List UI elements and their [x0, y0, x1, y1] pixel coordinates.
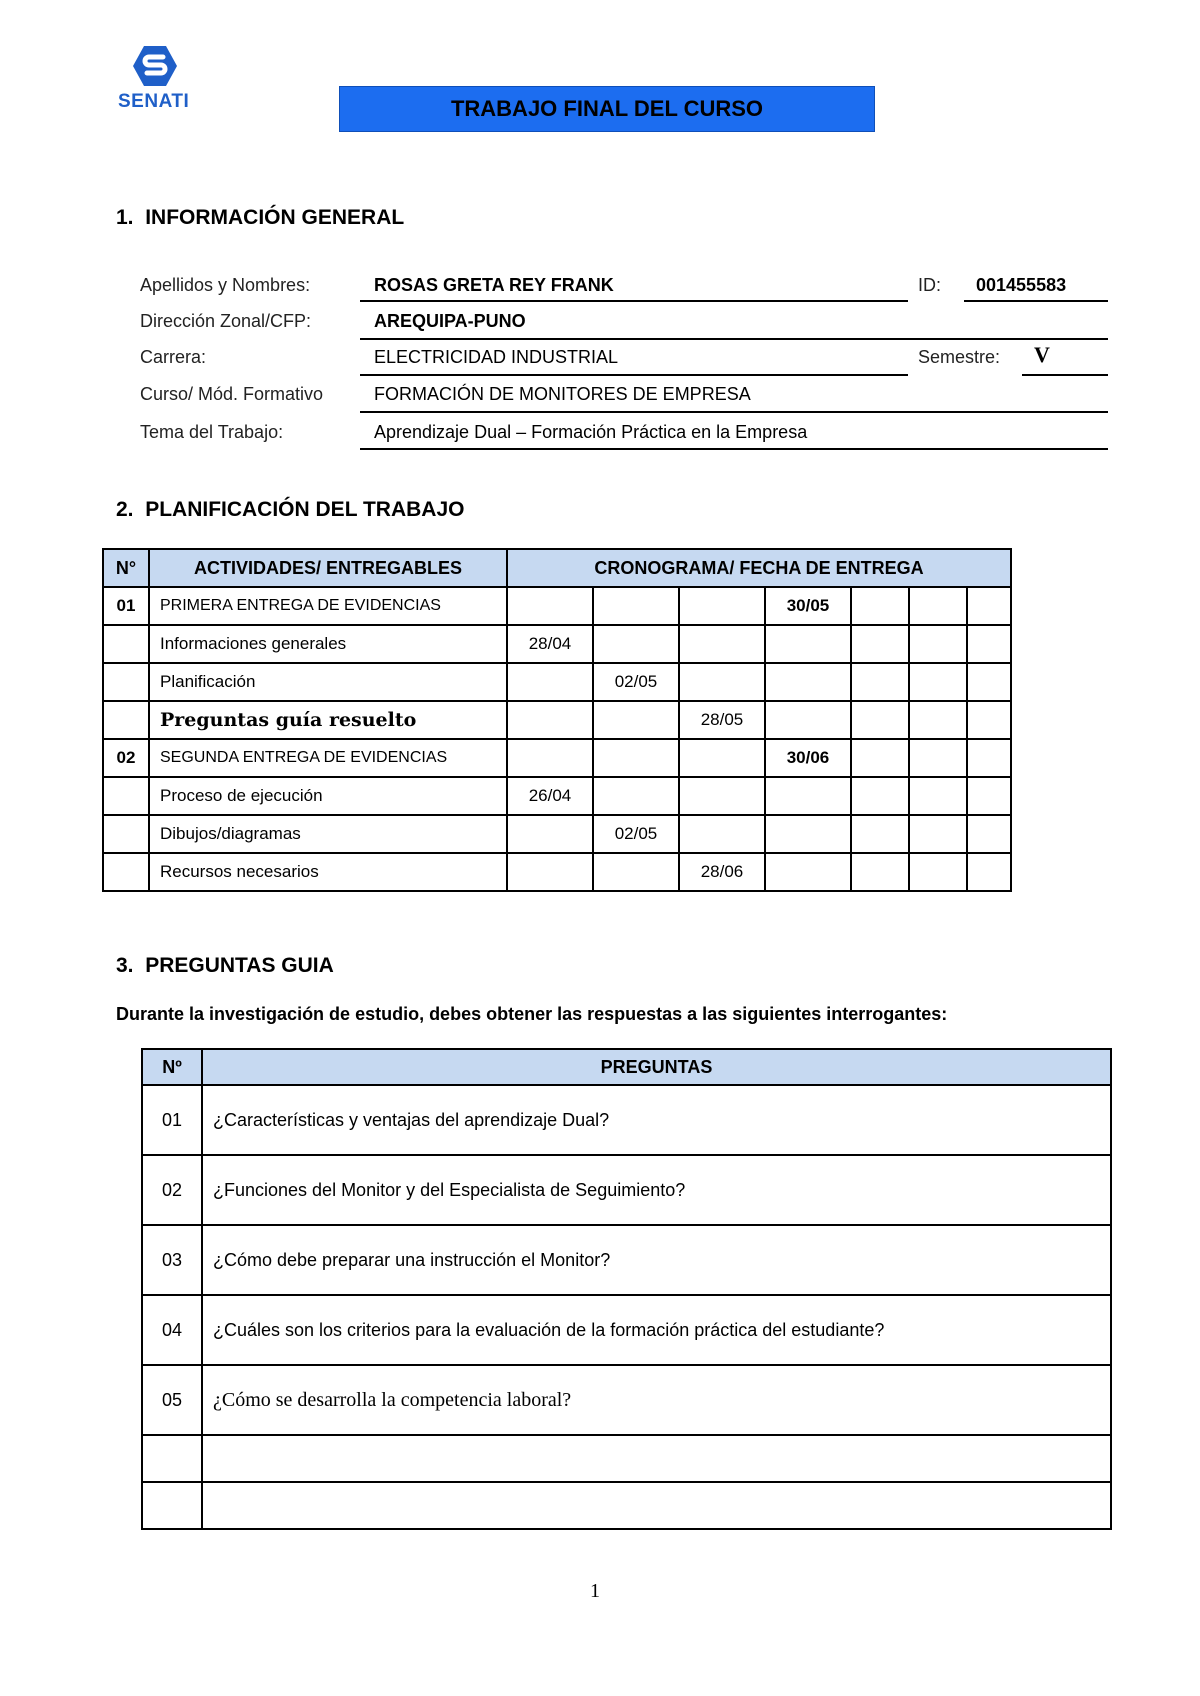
section-1-number: 1.: [116, 206, 134, 229]
planning-row: [103, 853, 1011, 891]
planning-row: [103, 587, 1011, 625]
row-date-3: 28/05: [679, 701, 765, 739]
question-text: ¿Cómo debe preparar una instrucción el Monitor?: [202, 1225, 1111, 1295]
row-empty-cell: [967, 701, 1011, 739]
row-date-1: [507, 587, 593, 625]
row-num: 01: [103, 587, 149, 625]
row-empty-cell: [851, 815, 909, 853]
row-date-2: [593, 777, 679, 815]
row-empty-cell: [909, 663, 967, 701]
empty-cell: [142, 1435, 202, 1482]
row-date-2: 02/05: [593, 663, 679, 701]
question-row-empty: [142, 1482, 1111, 1529]
row-empty-cell: [967, 853, 1011, 891]
row-num: [103, 815, 149, 853]
row-empty-cell: [967, 777, 1011, 815]
planning-header-activities: ACTIVIDADES/ ENTREGABLES: [149, 549, 507, 587]
curso-label: Curso/ Mód. Formativo: [140, 384, 324, 404]
id-label: ID:: [918, 275, 942, 295]
tema-label: Tema del Trabajo:: [140, 422, 284, 442]
document-title: TRABAJO FINAL DEL CURSO: [450, 96, 764, 121]
senati-logo: [118, 45, 218, 113]
row-date-3: [679, 625, 765, 663]
row-date-4: 30/05: [765, 587, 851, 625]
row-empty-cell: [909, 625, 967, 663]
row-date-4: [765, 853, 851, 891]
carrera-value: ELECTRICIDAD INDUSTRIAL: [374, 347, 619, 367]
id-value: 001455583: [976, 275, 1067, 295]
row-date-3: [679, 815, 765, 853]
logo-text: SENATI: [118, 91, 190, 112]
section-3-number: 3.: [116, 954, 134, 977]
row-date-3: [679, 739, 765, 777]
row-date-1: [507, 701, 593, 739]
question-num: 04: [142, 1295, 202, 1365]
planning-table: [102, 548, 1012, 892]
row-empty-cell: [909, 587, 967, 625]
nombres-label: Apellidos y Nombres:: [140, 275, 311, 295]
section-3-heading: [116, 954, 334, 978]
row-empty-cell: [967, 625, 1011, 663]
planning-row: [103, 815, 1011, 853]
row-date-3: [679, 777, 765, 815]
row-activity: SEGUNDA ENTREGA DE EVIDENCIAS: [149, 739, 507, 777]
question-row: [142, 1155, 1111, 1225]
row-empty-cell: [967, 815, 1011, 853]
row-empty-cell: [967, 587, 1011, 625]
row-date-1: 26/04: [507, 777, 593, 815]
row-date-1: 28/04: [507, 625, 593, 663]
section-1-title: INFORMACIÓN GENERAL: [145, 206, 405, 229]
section-2-title: PLANIFICACIÓN DEL TRABAJO: [145, 498, 465, 521]
section-2-number: 2.: [116, 498, 134, 521]
row-date-4: [765, 777, 851, 815]
row-num: 02: [103, 739, 149, 777]
planning-header-row: [103, 549, 1011, 587]
row-date-3: 28/06: [679, 853, 765, 891]
row-empty-cell: [851, 663, 909, 701]
nombres-underline: [360, 300, 908, 302]
curso-value: FORMACIÓN DE MONITORES DE EMPRESA: [374, 384, 751, 404]
zonal-value: AREQUIPA-PUNO: [374, 311, 526, 331]
row-activity: Proceso de ejecución: [149, 777, 507, 815]
question-row: [142, 1085, 1111, 1155]
row-num: [103, 853, 149, 891]
question-row: [142, 1225, 1111, 1295]
planning-row: [103, 777, 1011, 815]
tema-value: Aprendizaje Dual – Formación Práctica en la Empresa: [374, 422, 808, 442]
zonal-underline: [360, 338, 1108, 340]
question-num: 05: [142, 1365, 202, 1435]
question-num: 03: [142, 1225, 202, 1295]
question-row: [142, 1295, 1111, 1365]
row-date-1: [507, 663, 593, 701]
section-1-heading: [116, 206, 404, 230]
row-date-2: [593, 853, 679, 891]
semestre-underline: [1022, 374, 1108, 376]
row-num: [103, 701, 149, 739]
questions-header-num: Nº: [142, 1049, 202, 1085]
row-empty-cell: [967, 739, 1011, 777]
questions-header-row: [142, 1049, 1111, 1085]
zonal-label: Dirección Zonal/CFP:: [140, 311, 312, 331]
question-row: [142, 1365, 1111, 1435]
row-empty-cell: [909, 853, 967, 891]
row-date-4: [765, 663, 851, 701]
question-num: 02: [142, 1155, 202, 1225]
row-empty-cell: [851, 625, 909, 663]
section-2-heading: [116, 498, 464, 522]
row-empty-cell: [851, 587, 909, 625]
row-activity: Recursos necesarios: [149, 853, 507, 891]
planning-header-num: N°: [103, 549, 149, 587]
row-date-4: [765, 701, 851, 739]
row-date-4: [765, 815, 851, 853]
question-num: 01: [142, 1085, 202, 1155]
tema-underline: [360, 448, 1108, 450]
row-date-2: [593, 701, 679, 739]
row-date-1: [507, 815, 593, 853]
question-row-empty: [142, 1435, 1111, 1482]
row-empty-cell: [851, 777, 909, 815]
row-empty-cell: [909, 701, 967, 739]
row-num: [103, 625, 149, 663]
row-activity: Dibujos/diagramas: [149, 815, 507, 853]
semestre-value: V: [1034, 342, 1050, 367]
planning-row: [103, 625, 1011, 663]
page-number: 1: [590, 1580, 600, 1602]
row-activity: Preguntas guía resuelto: [149, 701, 507, 739]
document-title-banner: [339, 86, 875, 132]
row-date-4: [765, 625, 851, 663]
planning-row: [103, 663, 1011, 701]
row-date-3: [679, 587, 765, 625]
planning-row: [103, 739, 1011, 777]
empty-cell: [142, 1482, 202, 1529]
question-text: ¿Cómo se desarrolla la competencia laboral?: [202, 1365, 1111, 1435]
carrera-label: Carrera:: [140, 347, 207, 367]
row-date-1: [507, 853, 593, 891]
row-empty-cell: [909, 739, 967, 777]
question-text: ¿Características y ventajas del aprendizaje Dual?: [202, 1085, 1111, 1155]
row-date-4: 30/06: [765, 739, 851, 777]
row-num: [103, 777, 149, 815]
planning-row: [103, 701, 1011, 739]
planning-header-schedule: CRONOGRAMA/ FECHA DE ENTREGA: [507, 549, 1011, 587]
questions-header-text: PREGUNTAS: [202, 1049, 1111, 1085]
row-empty-cell: [909, 815, 967, 853]
nombres-value: ROSAS GRETA REY FRANK: [374, 275, 614, 295]
row-date-2: [593, 625, 679, 663]
row-date-2: 02/05: [593, 815, 679, 853]
question-text: ¿Funciones del Monitor y del Especialista de Seguimiento?: [202, 1155, 1111, 1225]
row-date-2: [593, 739, 679, 777]
row-date-1: [507, 739, 593, 777]
row-date-3: [679, 663, 765, 701]
row-date-2: [593, 587, 679, 625]
row-empty-cell: [851, 701, 909, 739]
senati-logo-icon: [132, 45, 178, 87]
id-underline: [964, 300, 1108, 302]
curso-underline: [360, 411, 1108, 413]
row-num: [103, 663, 149, 701]
section-3-intro: Durante la investigación de estudio, debes obtener las respuestas a las siguientes interrogantes:: [116, 1004, 948, 1024]
row-empty-cell: [851, 853, 909, 891]
row-empty-cell: [909, 777, 967, 815]
row-empty-cell: [967, 663, 1011, 701]
row-activity: Informaciones generales: [149, 625, 507, 663]
question-text: ¿Cuáles son los criterios para la evaluación de la formación práctica del estudiante?: [202, 1295, 1111, 1365]
row-activity: Planificación: [149, 663, 507, 701]
semestre-label: Semestre:: [918, 347, 1001, 367]
row-empty-cell: [851, 739, 909, 777]
row-activity: PRIMERA ENTREGA DE EVIDENCIAS: [149, 587, 507, 625]
section-3-title: PREGUNTAS GUIA: [145, 954, 334, 977]
questions-table: [141, 1048, 1112, 1530]
carrera-underline: [360, 374, 908, 376]
empty-cell: [202, 1482, 1111, 1529]
empty-cell: [202, 1435, 1111, 1482]
